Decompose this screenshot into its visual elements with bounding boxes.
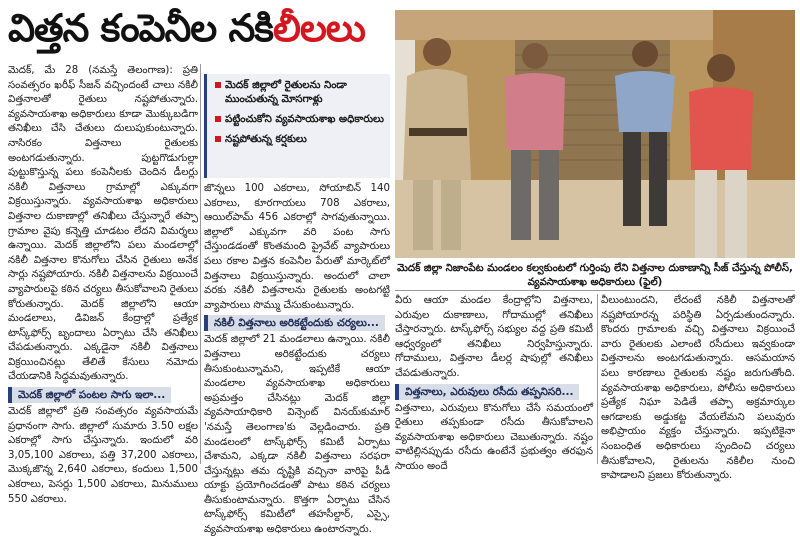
cultivation-paragraph: మెదక్‌ జిల్లాలో ప్రతి సంవత్సరం వ్యవసాయమే ప్రధానంగా సాగు. జిల్లాలో సుమారు 3.50 లక్షల ఎకరాల్లో సాగు చేస్తున్నారు. ఇందులో వరి 3,05,100 ఎకరాలు, పత్తి 37,200 ఎకరాలు, మొక్కజొన్న 2,640 ఎకరాలు, కందులు 1,500 ఎకరాలు, పెసర్లు 1,500 ఎకరాలు, మినుములు 550 ఎకరాలు. [8,406,198,505]
article-column-2 [204,182,390,538]
headline-main: విత్తన కంపెనీల నకి [8,6,273,50]
headline [8,6,365,56]
section-divider [395,290,795,291]
highlights-box [204,74,390,178]
highlight-item: పట్టించుకోని వ్యవసాయశాఖ అధికారులు [215,112,386,126]
headline-accent: లీలలు [272,6,365,50]
column3-paragraph-1: వీరు ఆయా మండల కేంద్రాల్లోని విత్తనాలు, ఎరువుల దుకాణాలు, గోదాముల్లో తనిఖీలు చేస్తారన్నారు. టాస్క్‌ఫోర్స్‌ సభ్యుల వద్ద ప్రతి కమిటీ ఆధ్వర్యంలో తనిఖీలు నిర్వహిస్తున్నారు. గోదాములు, విత్తనాల డీలర్ల షాపుల్లో తనిఖీలు చేపడుతున్నారు. [395,295,593,379]
column3-paragraph-2: విత్తనాలు, ఎరువులు కొనుగోలు చేసే సమయంలో రైతులు తప్పకుండా రసీదు తీసుకోవాలని వ్యవసాయశాఖ అధికారులు చెబుతున్నారు. నష్టం వాటిల్లినప్పుడు రసీదు ఉంటేనే ప్రభుత్వం తరఫున సాయం అందే [395,402,593,472]
highlight-item: నష్టపోతున్న కర్షకులు [215,132,386,146]
article-column-1 [8,64,198,507]
column-divider [597,294,598,464]
highlight-item: మెదక్‌ జిల్లాలో రైతులను నిండా ముంచుతున్న మోసగాళ్లు [215,78,386,106]
subhead-crop-cultivation: మెదక్‌ జిల్లాలో పంటల సాగు ఇలా... [8,387,171,403]
photo-illustration [395,10,795,258]
subhead-prevention-measures: నకిలీ విత్తనాలు అరికట్టేందుకు చర్యలు... [204,315,385,331]
column2-paragraph-2: మెదక్‌ జిల్లాలో 21 మండలాలు ఉన్నాయి. నకిలీ విత్తనాలు అరికట్టేందుకు చర్యలు తీసుకుంటున్నామని, ఇప్పటికే ఆయా మండలాల వ్యవసాయశాఖ అధికారులు అప్రమత్తం చేసినట్లు మెదక్‌ జిల్లా వ్యవసాయాధికారి విన్సెంట్‌ వినయ్‌కుమార్‌ 'నమస్తే తెలంగాణ'కు వెల్లడించారు. ప్రతి మండలంలో టాస్క్‌ఫోర్స్‌ కమిటీ ఏర్పాటు చేశామని, ఎక్కడా నకిలీ విత్తనాలు సరఫరా చేస్తున్నట్లు తమ దృష్టికి వచ్చినా వారిపై పీడీ యాక్టు ప్రయోగించడంతో పాటు కఠిన చర్యలు తీసుకుంటామన్నారు. కొత్తగా ఏర్పాటు చేసిన టాస్క్‌ఫోర్స్‌ కమిటీలో తహసీల్దార్‌, ఎస్సై, వ్యవసాయశాఖ అధికారులు ఉంటారన్నారు. [204,334,390,536]
intro-paragraph: మెదక్‌, మే 28 (నమస్తే తెలంగాణ): ప్రతి సంవత్సరం ఖరీఫ్‌ సీజన్‌ వచ్చిందంటే చాలు నకిలీ విత్తనాలతో రైతులు నష్టపోతున్నారు. వ్యవసాయశాఖ అధికారులు కూడా మొక్కుబడిగా తనిఖీలు చేసి చేతులు దులుపుకుంటున్నారు. నాసిరకం విత్తనాలు రైతులకు అంటగడుతున్నారు. పుట్టగొడుగుల్లా పుట్టుకొస్తున్న పలు కంపెనీలకు చెందిన డీలర్లు నకిలీ విత్తనాలు గ్రామాల్లో ఎక్కువగా విక్రయిస్తున్నారు. వ్యవసాయశాఖ అధికారులు విత్తనాల దుకాణాల్లో తనిఖీలు చేస్తున్నారే తప్పా గ్రామాల వైపు కన్నెత్తి చూడటం లేదని విమర్శలు ఉన్నాయి. మెదక్‌ జిల్లాలోని పలు మండలాల్లో నకిలీ విత్తనాల కొనుగోలు చేసిన రైతులు అనేక సార్లు నష్టపోయారు. నకిలీ విత్తనాలను విక్రయించే వ్యాపారులపై కఠిన చర్యలు తీసుకోవాలని రైతులు కోరుతున్నారు. మెదక్‌ జిల్లాలోని ఆయా మండలాలు, డివిజన్‌ కేంద్రాల్లో ప్రత్యేక టాస్క్‌ఫోర్స్‌ బృందాలు ఏర్పాటు చేసి తనిఖీలు చేపడుతున్నారు. ఎక్కడైనా నకిలీ విత్తనాలు విక్రయించినట్లు తేలితే కేసులు నమోదు చేయడానికి సిద్ధమవుతున్నారు. [8,65,198,383]
bullet-icon [215,82,221,88]
subhead-receipt-mandatory: విత్తనాలు, ఎరువులు రసీదు తప్పనిసరి... [395,384,579,400]
column2-paragraph-1: జొన్నలు 100 ఎకరాలు, సోయాబిన్‌ 140 ఎకరాలు, కూరగాయలు 708 ఎకరాలు, ఆయిల్‌పామ్‌ 456 ఎకరాల్లో సాగవుతున్నాయి. జిల్లాలో ఎక్కువగా వరి పంట సాగు చేస్తుండడంతో కొంతమంది ప్రైవేట్‌ వ్యాపారులు పలు రకాల విత్తన కంపెనీల పేరుతో మార్కెట్‌లో విత్తనాలు విక్రయిస్తున్నారు. అందులో చాలా వరకు నకిలీ విత్తనాలను రైతులకు అంటగట్టి వ్యాపారులు సొమ్ము చేసుకుంటున్నారు. [204,183,390,311]
article-column-3 [395,294,593,475]
photo-caption: మెదక్‌ జిల్లా నిజాంపేట మండలం కల్వకుంటలో గుర్తింపు లేని విత్తనాల దుకాణాన్ని సీజ్‌ చేస్తున్న పోలీస్‌, వ్యవసాయశాఖ అధికారులు (ఫైల్‌) [397,263,793,288]
news-photo [395,10,795,258]
bullet-icon [215,136,221,142]
column-divider [200,64,201,464]
article-column-4 [601,294,795,484]
column4-paragraph: వీలుంటుందని, లేదంటే నకిలీ విత్తనాలతో నష్టపోయారన్న పరిస్థితి ఏర్పడుతుందన్నారు. కొందరు గ్రామాలకు వచ్చి విత్తనాలు విక్రయించే వారు రైతులకు ఎలాంటి రసీదులు ఇవ్వకుండా విత్తనాలను అంటగడుతున్నారు. ఆసమయాన పలు కారణాలు రైతులకు నష్టం జరుగుతోంది. వ్యవసాయశాఖ అధికారులు, పోలీసు అధికారులు ప్రత్యేక నిఘా పెడితే తప్పా అక్రమార్కుల ఆగడాలకు అడ్డుకట్ట వేయలేమని పలువురు అభిప్రాయం వ్యక్తం చేస్తున్నారు. ఇప్పటికైనా సంబంధిత అధికారులు స్పందించి చర్యలు తీసుకోవాలని, రైతులను నకిలీల నుంచి కాపాడాలని ప్రజలు కోరుతున్నారు. [601,295,795,482]
bullet-icon [215,116,221,122]
